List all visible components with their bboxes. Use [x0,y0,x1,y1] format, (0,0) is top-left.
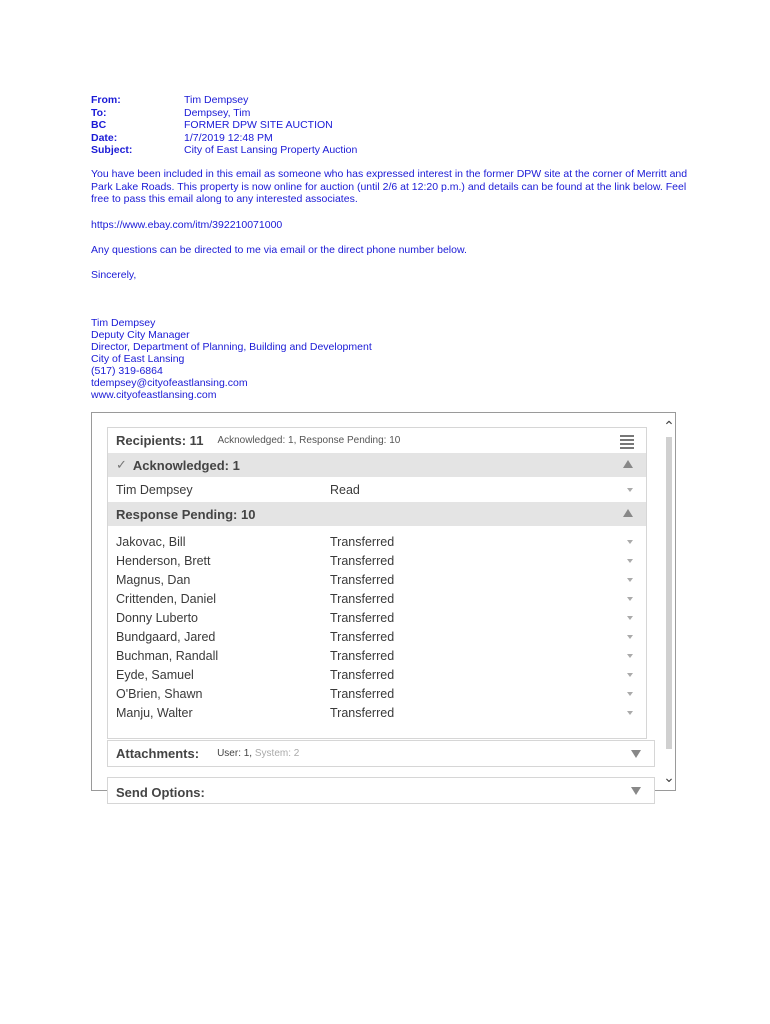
email-closing: Sincerely, [91,269,137,281]
recipient-status: Transferred [330,648,395,663]
acknowledged-title: Acknowledged: 1 [132,457,240,473]
menu-icon[interactable] [620,435,634,451]
send-options-title: Send Options: [116,785,205,800]
signature-website[interactable]: www.cityofeastlansing.com [91,389,217,401]
expand-icon[interactable] [627,488,633,492]
send-options-panel[interactable] [107,777,655,804]
list-item[interactable] [116,684,646,703]
expand-icon[interactable] [627,578,633,582]
pending-title: Response Pending: 10 [116,506,256,522]
recipient-name: Jakovac, Bill [116,534,186,549]
attachments-system: System: 2 [254,748,300,759]
scroll-down-icon[interactable]: ⌄ [663,769,675,785]
scroll-up-icon[interactable]: ⌃ [663,418,675,434]
recipients-title: Recipients: 11 [116,433,204,448]
check-icon: ✓ [116,457,127,472]
recipients-panel [107,427,647,739]
signature-email[interactable]: tdempsey@cityofeastlansing.com [91,377,248,389]
list-item[interactable] [116,551,646,570]
email-paragraph-1: You have been included in this email as someone who has expressed interest in the former DPW site at the corner of Merritt and Park Lake Roads. This property is now online for auction (until 2/6 at 12:20 p.m.) and details can be found at the link below. Feel free to pass this email along to any interested associates. [91,168,688,206]
header-value: Dempsey, Tim [184,106,251,119]
recipient-name: Magnus, Dan [116,572,191,587]
expand-icon[interactable] [627,711,633,715]
list-item[interactable] [116,665,646,684]
recipient-name: Henderson, Brett [116,553,211,568]
collapse-icon[interactable] [623,509,633,517]
header-key: Subject: [91,144,133,157]
recipient-name: Buchman, Randall [116,648,219,663]
recipient-status: Transferred [330,591,395,606]
list-item[interactable] [116,532,646,551]
header-from [91,94,357,107]
expand-icon[interactable] [627,559,633,563]
recipient-status: Transferred [330,667,395,682]
header-date [91,132,357,145]
header-value: Tim Dempsey [184,94,249,106]
recipient-name: Crittenden, Daniel [116,591,217,606]
recipient-status: Transferred [330,629,395,644]
header-key: From: [91,94,121,106]
recipient-status: Transferred [330,572,395,587]
scroll-thumb[interactable] [666,437,672,749]
recipient-status: Transferred [330,553,395,568]
acknowledged-list [108,477,646,502]
list-item[interactable] [116,627,646,646]
recipients-header[interactable] [108,428,646,453]
recipient-name: Bundgaard, Jared [116,629,216,644]
header-key: Date: [91,131,118,144]
list-item[interactable] [116,480,646,499]
auction-link[interactable]: https://www.ebay.com/itm/392210071000 [91,219,283,231]
list-item[interactable] [116,608,646,627]
recipient-status: Transferred [330,610,395,625]
header-value: City of East Lansing Property Auction [184,144,358,157]
recipient-name: Eyde, Samuel [116,667,194,682]
collapse-icon[interactable] [623,460,633,468]
email-header [91,94,357,157]
attachments-title: Attachments: [116,746,200,761]
signature-city: City of East Lansing [91,353,185,365]
list-item[interactable] [116,589,646,608]
expand-icon[interactable] [627,673,633,677]
expand-icon[interactable] [627,692,633,696]
recipient-name: Manju, Walter [116,705,193,720]
signature-phone: (517) 319-6864 [91,365,163,377]
attachments-panel[interactable] [107,740,655,767]
signature-department: Director, Department of Planning, Building and Development [91,341,372,353]
recipient-status: Transferred [330,686,395,701]
recipient-status: Transferred [330,534,395,549]
attachments-count [217,748,299,759]
header-key: To: [91,106,107,119]
pending-list [108,526,646,722]
list-item[interactable] [116,570,646,589]
signature-name: Tim Dempsey [91,317,156,329]
expand-icon[interactable] [627,597,633,601]
recipient-name: Donny Luberto [116,610,199,625]
header-bc [91,119,357,132]
recipient-name: O'Brien, Shawn [116,686,203,701]
list-item[interactable] [116,703,646,722]
scrollbar[interactable] [663,413,675,790]
header-value: FORMER DPW SITE AUCTION [184,119,333,132]
signature-block [91,317,372,401]
recipients-summary: Acknowledged: 1, Response Pending: 10 [217,435,401,446]
expand-icon[interactable] [627,654,633,658]
expand-icon[interactable] [627,616,633,620]
recipients-screenshot [91,412,676,800]
acknowledged-section-header[interactable] [108,453,646,477]
header-subject [91,144,357,157]
header-value: 1/7/2019 12:48 PM [184,131,273,144]
header-key: BC [91,119,107,132]
expand-icon[interactable] [627,540,633,544]
recipient-status: Transferred [330,705,395,720]
email-paragraph-2: Any questions can be directed to me via email or the direct phone number below. [91,244,467,256]
recipient-name: Tim Dempsey [116,482,193,497]
recipient-status: Read [330,482,360,497]
header-to [91,107,357,120]
list-item[interactable] [116,646,646,665]
attachments-user: User: 1, [217,748,253,759]
expand-icon[interactable] [631,750,641,758]
expand-icon[interactable] [627,635,633,639]
pending-section-header[interactable] [108,502,646,526]
expand-icon[interactable] [631,787,641,795]
signature-title: Deputy City Manager [91,329,190,341]
